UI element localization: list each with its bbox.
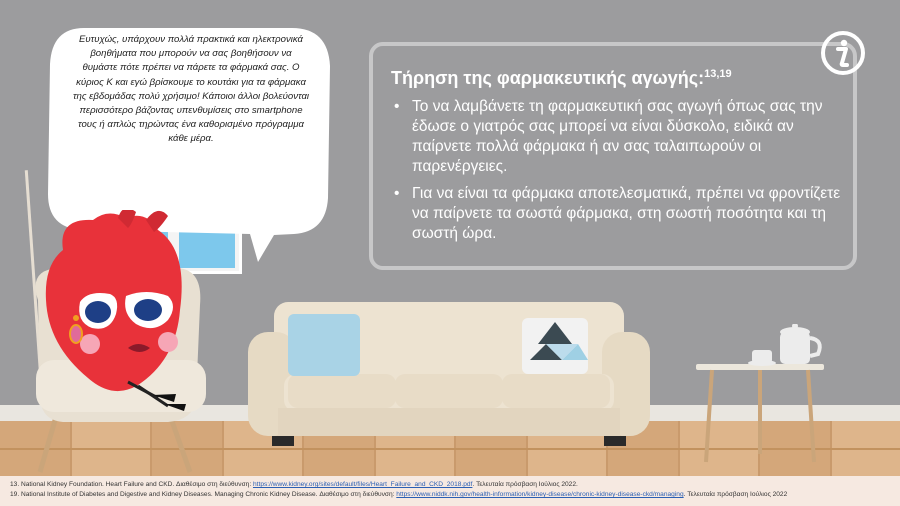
teapot-icon	[780, 324, 820, 364]
reference-19: 19. National Institute of Diabetes and Digestive and Kidney Diseases. Managing Chronic Kidney Disease. Διαθέσιμο στη διεύθυνση: https://www.niddk.nih.gov/health-information/kidney-disease/chronic-kidney-disease-ckd/managing. Τελευταία πρόσβαση Ιούλιος 2022	[10, 491, 788, 498]
speech-bubble-text: Ευτυχώς, υπάρχουν πολλά πρακτικά και ηλεκτρονικά βοηθήματα που μπορούν να σας βοηθήσουν να θυμάστε πότε πρέπει να πάρετε τα φάρμακά σας. Ο κύριος Κ και εγώ βρίσκουμε το κουτάκι για τα φάρμακα της εβδομάδας πολύ χρήσιμο! Κάποιοι άλλοι βολεύονται περισσότερο βάζοντας υπενθυμίσεις στο smartphone τους ή απλώς τηρώντας ένα καθορισμένο πρόγραμμα κάθε μέρα.	[72, 34, 310, 145]
info-icon	[820, 30, 866, 76]
sofa	[248, 300, 650, 448]
info-title-references: 13,19	[704, 68, 732, 80]
info-bullet-2: • Για να είναι τα φάρμακα αποτελεσματικά, πρέπει να φροντίζετε να παίρνετε τα σωστά φάρμακα, στη σωστή ποσότητα και τη σωστή ώρα.	[392, 184, 842, 244]
cup-icon	[748, 350, 776, 366]
info-bullet-list	[392, 97, 842, 251]
info-title: Τήρηση της φαρμακευτικής αγωγής:$^{13,19}$	[391, 68, 732, 88]
references	[0, 476, 900, 506]
side-table	[696, 324, 828, 464]
reference-19-link[interactable]: https://www.niddk.nih.gov/health-information/kidney-disease/chronic-kidney-disease-ckd/managing	[396, 491, 684, 498]
reference-13-link[interactable]: https://www.kidney.org/sites/default/files/Heart_Failure_and_CKD_2018.pdf	[252, 481, 473, 488]
info-bullet-1: • Το να λαμβάνετε τη φαρμακευτική σας αγωγή όπως σας την έδωσε ο γιατρός σας μπορεί να είναι δύσκολο, ειδικά αν παίρνετε πολλά φάρμακα ή αν σας ταλαιπωρούν οι παρενέργειες.	[392, 97, 842, 177]
heart-mascot-in-armchair	[18, 210, 228, 480]
triangle-pattern-cushion	[522, 318, 588, 374]
reference-13: 13. National Kidney Foundation. Heart Failure and CKD. Διαθέσιμο στη διεύθυνση: https://www.kidney.org/sites/default/files/Heart_Failure_and_CKD_2018.pdf. Τελευταία πρόσβαση Ιούλιος 2022.	[10, 481, 578, 488]
